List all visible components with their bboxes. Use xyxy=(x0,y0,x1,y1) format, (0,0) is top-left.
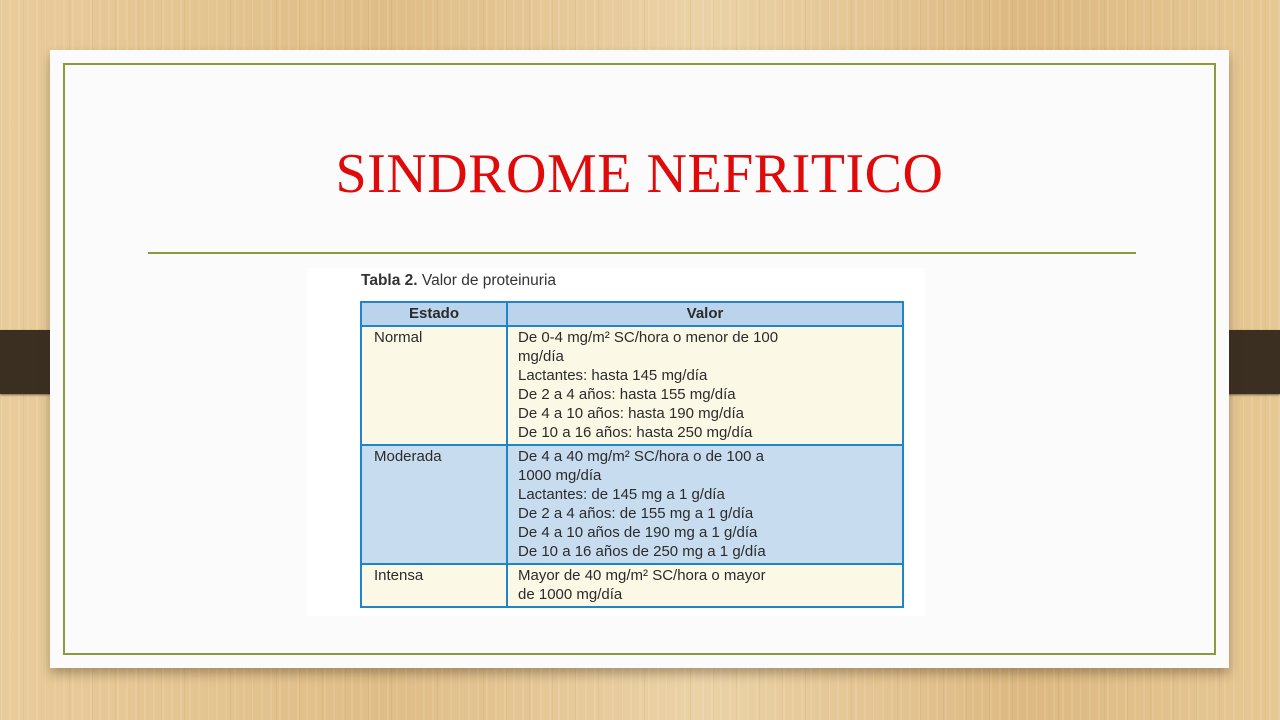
valor-line: Lactantes: hasta 145 mg/día xyxy=(518,367,708,384)
table-caption-text: Valor de proteinuria xyxy=(417,272,557,289)
cell-estado-moderada: Moderada xyxy=(361,445,507,564)
table-caption xyxy=(361,272,556,290)
valor-line: De 10 a 16 años: hasta 250 mg/día xyxy=(518,424,753,441)
header-valor: Valor xyxy=(507,302,903,326)
valor-line: De 4 a 40 mg/m² SC/hora o de 100 a xyxy=(518,448,764,465)
valor-line: Mayor de 40 mg/m² SC/hora o mayor xyxy=(518,567,766,584)
table-row-moderada xyxy=(361,445,903,564)
valor-line: De 4 a 10 años de 190 mg a 1 g/día xyxy=(518,524,758,541)
valor-line: De 2 a 4 años: hasta 155 mg/día xyxy=(518,386,736,403)
valor-line: de 1000 mg/día xyxy=(518,586,623,603)
cell-valor-normal xyxy=(507,326,903,445)
valor-line: De 10 a 16 años de 250 mg a 1 g/día xyxy=(518,543,766,560)
cell-valor-moderada xyxy=(507,445,903,564)
valor-line: De 2 a 4 años: de 155 mg a 1 g/día xyxy=(518,505,754,522)
table-caption-label: Tabla 2. xyxy=(361,272,418,289)
proteinuria-table-image xyxy=(307,268,925,616)
table-header-row xyxy=(361,302,903,326)
table-row-intensa xyxy=(361,564,903,607)
title-divider xyxy=(148,252,1136,254)
valor-line: De 0-4 mg/m² SC/hora o menor de 100 xyxy=(518,329,779,346)
valor-line: Lactantes: de 145 mg a 1 g/día xyxy=(518,486,725,503)
slide-canvas xyxy=(50,50,1229,668)
slide-title: SINDROME NEFRITICO xyxy=(335,143,944,205)
cell-estado-intensa: Intensa xyxy=(361,564,507,607)
header-estado: Estado xyxy=(361,302,507,326)
cell-valor-intensa xyxy=(507,564,903,607)
valor-line: 1000 mg/día xyxy=(518,467,602,484)
table-row-normal xyxy=(361,326,903,445)
valor-line: De 4 a 10 años: hasta 190 mg/día xyxy=(518,405,744,422)
cell-estado-normal: Normal xyxy=(361,326,507,445)
valor-line: mg/día xyxy=(518,348,564,365)
proteinuria-table xyxy=(360,301,904,608)
